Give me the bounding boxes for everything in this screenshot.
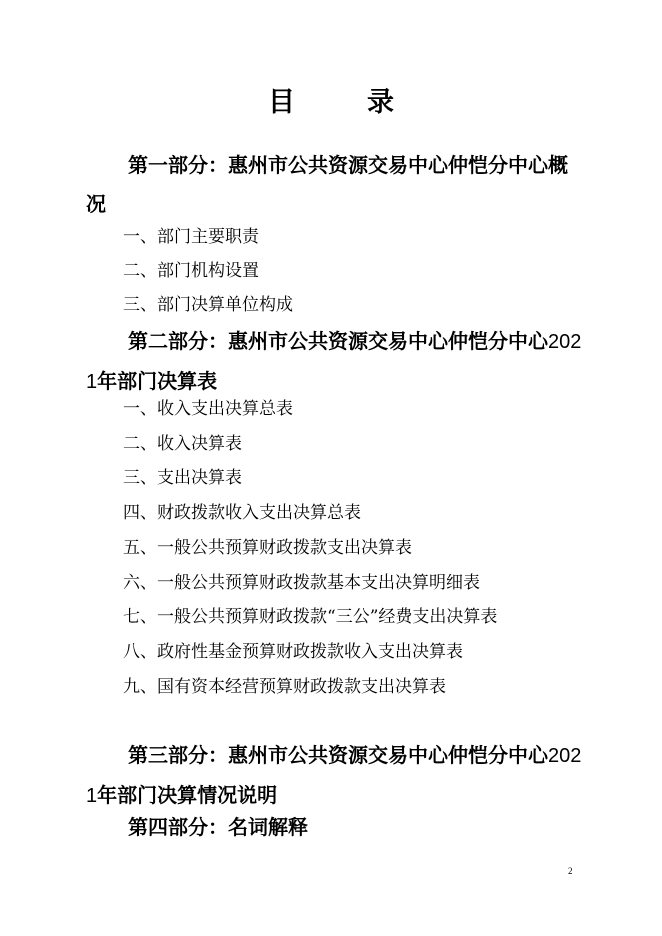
part2-heading [86,322,586,402]
table-of-contents-title [0,80,662,119]
part2-heading-prefix: 第二部分：惠州市公共资源交易中心仲恺分中心 [128,329,548,353]
part2-item-5: 五、一般公共预算财政拨款支出决算表 [123,538,412,558]
part2-item-4: 四、财政拨款收入支出决算总表 [123,503,361,523]
part2-item-8: 八、政府性基金预算财政拨款收入支出决算表 [123,642,463,662]
part2-item-1: 一、收入支出决算总表 [123,399,293,419]
part2-item-9: 九、国有资本经营预算财政拨款支出决算表 [123,677,446,697]
part3-heading [86,736,586,816]
part2-heading-year: 2021 [86,331,582,393]
title-char-left: 目 [268,87,295,118]
part2-item-6: 六、一般公共预算财政拨款基本支出决算明细表 [123,573,480,593]
part4-heading: 第四部分：名词解释 [128,815,308,839]
part2-item-3: 三、支出决算表 [123,468,242,488]
part3-heading-prefix: 第三部分：惠州市公共资源交易中心仲恺分中心 [128,743,548,767]
part1-item-1: 一、部门主要职责 [123,227,259,247]
part1-heading: 第一部分：惠州市公共资源交易中心仲恺分中心概况 [86,153,568,216]
part1-item-3: 三、部门决算单位构成 [123,295,293,315]
part1-item-2: 二、部门机构设置 [123,261,259,281]
page-number: 2 [568,866,573,876]
part2-item-2: 二、收入决算表 [123,434,242,454]
title-char-right: 录 [367,87,394,118]
part3-heading-suffix: 年部门决算情况说明 [97,783,278,807]
part2-item-7: 七、一般公共预算财政拨款“三公”经费支出决算表 [123,607,498,627]
part2-heading-suffix: 年部门决算表 [97,369,218,393]
part3-heading-year: 2021 [86,745,582,807]
